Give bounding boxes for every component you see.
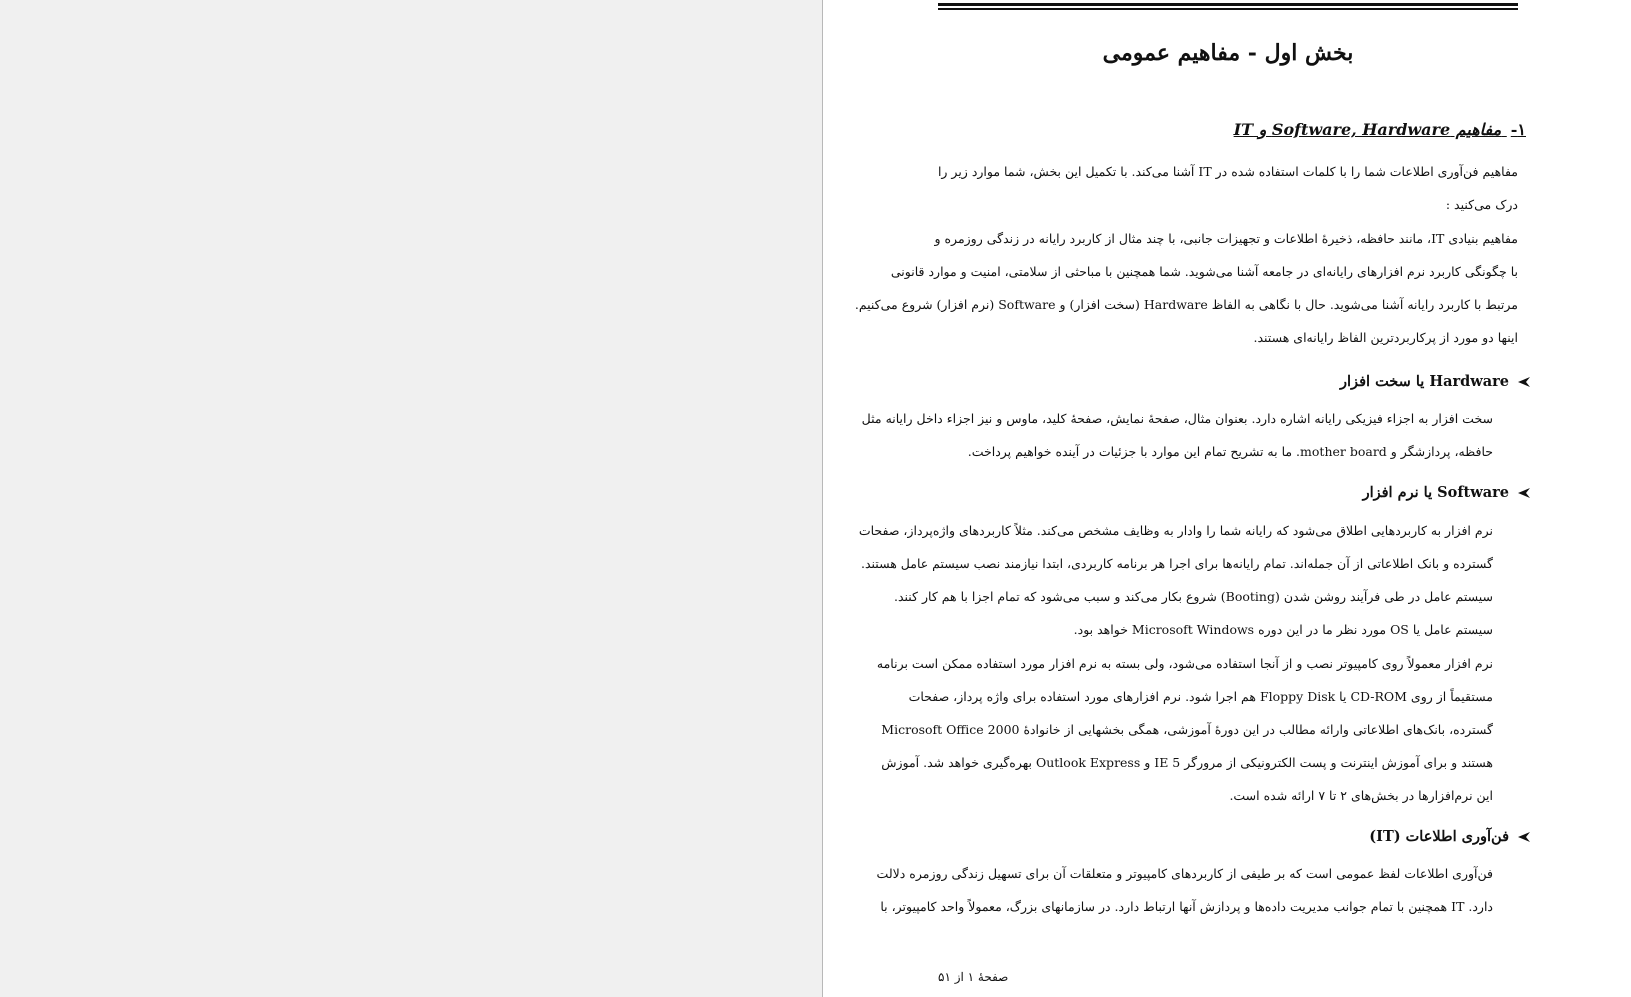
software-line: هستند و برای آموزش اینترنت و پست الکترونیکی از مرورگر IE 5 و Outlook Express بهره‌گیری خواهد شد. آموزش — [881, 755, 1493, 770]
software-line: گسترده و بانک اطلاعاتی از آن جمله‌اند. تمام رایانه‌ها برای اجرا هر برنامه کاربردی، ابتدا نیازمند نصب سیستم عامل هستند. — [860, 556, 1493, 571]
software-line: نرم افزار معمولاً روی کامپیوتر نصب و از آنجا استفاده می‌شود، ولی بسته به نرم افزار مورد استفاده ممکن است برنامه — [876, 656, 1493, 671]
section-heading-text: مفاهیم Software, Hardware و IT — [1233, 120, 1502, 139]
arrow-bullet-icon — [1517, 376, 1531, 388]
intro-paragraph — [938, 155, 1518, 221]
chapter-title: بخش اول - مفاهیم عمومی — [1102, 40, 1354, 66]
software-line: سیستم عامل یا OS مورد نظر ما در این دوره Microsoft Windows خواهد بود. — [1073, 622, 1493, 637]
hardware-line: سخت افزار به اجزاء فیزیکی رایانه اشاره دارد. بعنوان مثال، صفحهٔ نمایش، صفحهٔ کلید، ماوس و نیز اجزاء داخل رایانه مثل — [861, 411, 1493, 426]
concepts-line: با چگونگی کاربرد نرم افزارهای رایانه‌ای در جامعه آشنا می‌شوید. شما همچنین با مباحثی از سلامتی، امنیت و موارد قانونی — [890, 264, 1518, 279]
arrow-bullet-icon — [1517, 487, 1531, 499]
intro-line: درک می‌کنید : — [1445, 197, 1518, 212]
concepts-line: مفاهیم بنیادی IT، مانند حافظه، ذخیرهٔ اطلاعات و تجهیزات جانبی، با چند مثال از کاربرد رایانه در زندگی روزمره و — [934, 231, 1518, 246]
software-line: نرم افزار به کاربردهایی اطلاق می‌شود که رایانه شما را وادار به وظایف مشخص می‌کند. مثلاً کاربردهای واژه‌پرداز، صفحات — [858, 523, 1493, 538]
software-paragraph-2 — [876, 647, 1493, 812]
it-heading-text: فن‌آوری اطلاعات (IT) — [1369, 828, 1509, 845]
intro-line: مفاهیم فن‌آوری اطلاعات شما را با کلمات استفاده شده در IT آشنا می‌کند. با تکمیل این بخش، شما موارد زیر را — [937, 164, 1518, 179]
it-heading — [1369, 828, 1531, 845]
section-heading — [1234, 120, 1526, 139]
software-line: گسترده، بانک‌های اطلاعاتی وارائه مطالب در این دورهٔ آموزشی، همگی بخشهایی از خانوادهٔ Microsoft Office 2000 — [881, 722, 1493, 737]
hardware-heading — [1340, 373, 1531, 390]
software-heading-text: Software یا نرم افزار — [1362, 484, 1509, 501]
hardware-heading-text: Hardware یا سخت افزار — [1340, 373, 1509, 390]
it-paragraph — [876, 857, 1493, 923]
software-paragraph-1 — [858, 514, 1493, 646]
software-line: سیستم عامل در طی فرآیند روشن شدن (Booting) شروع بکار می‌کند و سبب می‌شود که تمام اجزا با هم کار کنند. — [893, 589, 1493, 604]
software-line: مستقیماً از روی CD-ROM یا Floppy Disk هم اجرا شود. نرم افزارهای مورد استفاده برای واژه پرداز، صفحات — [908, 689, 1493, 704]
software-heading — [1363, 484, 1531, 501]
document-page — [823, 0, 1631, 997]
section-number: ۱- — [1510, 120, 1526, 139]
page-footer: صفحهٔ ۱ از ۵۱ — [938, 970, 1009, 984]
hardware-paragraph — [861, 402, 1493, 468]
software-line: این نرم‌افزارها در بخش‌های ۲ تا ۷ ارائه شده است. — [1229, 788, 1493, 803]
top-rule — [938, 3, 1518, 6]
arrow-bullet-icon — [1517, 831, 1531, 843]
concepts-line: مرتبط با کاربرد رایانه آشنا می‌شوید. حال با نگاهی به الفاظ Hardware (سخت افزار) و Software (نرم افزار) شروع می‌کنیم. — [854, 297, 1518, 312]
concepts-line: اینها دو مورد از پرکاربردترین الفاظ رایانه‌ای هستند. — [1253, 330, 1518, 345]
it-line: فن‌آوری اطلاعات لفظ عمومی است که بر طیفی از کاربردهای کامپیوتر و متعلقات آن برای تسهیل زندگی روزمره دلالت — [876, 866, 1493, 881]
concepts-paragraph — [854, 222, 1518, 354]
top-rule-secondary — [938, 8, 1518, 10]
hardware-line: حافظه، پردازشگر و mother board. ما به تشریح تمام این موارد با جزئیات در آینده خواهیم پرداخت. — [967, 444, 1493, 459]
it-line: دارد. IT همچنین با تمام جوانب مدیریت داده‌ها و پردازش آنها ارتباط دارد. در سازمانهای بزرگ، معمولاً واحد کامپیوتر، با — [880, 899, 1493, 914]
